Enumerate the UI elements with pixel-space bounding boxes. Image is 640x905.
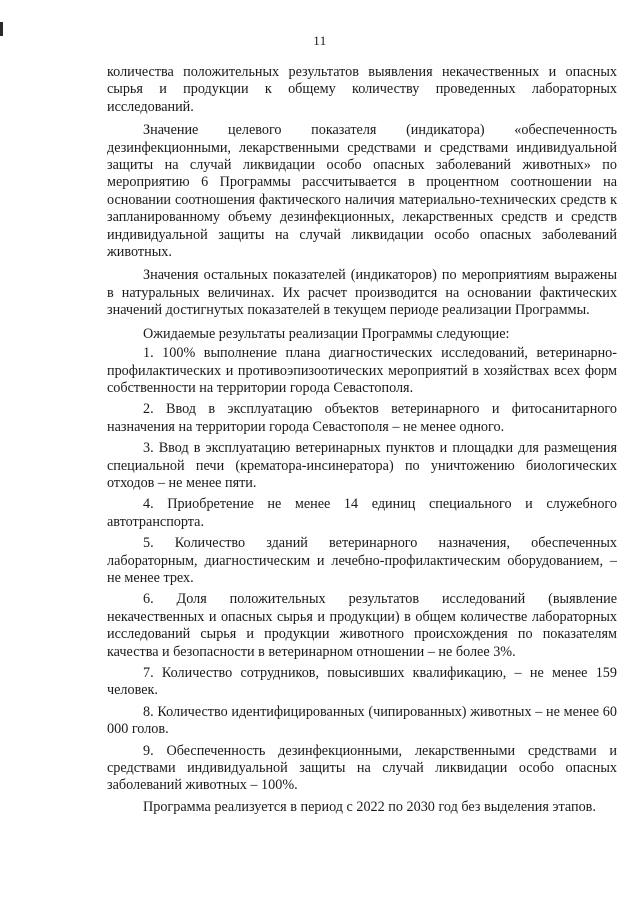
result-item-3: 3. Ввод в эксплуатацию ветеринарных пунктов и площадки для размещения специальной печи (крематора-инсинератора) по уничтожению биологических отходов – не менее пяти. — [107, 440, 617, 491]
page-number: 11 — [313, 33, 327, 48]
result-item-6: 6. Доля положительных результатов исследований (выявление некачественных и опасных сырья и продукции) в общем количестве лабораторных исследований сырья и продукции животного происхождения по показателям качества и безопасности в ветеринарном отношении – не более 3%. — [107, 591, 617, 660]
result-item-7: 7. Количество сотрудников, повысивших квалификацию, – не менее 159 человек. — [107, 665, 617, 699]
result-item-8: 8. Количество идентифицированных (чипированных) животных – не менее 60 000 голов. — [107, 703, 617, 738]
paragraph-target-indicator: Значение целевого показателя (индикатора) «обеспеченность дезинфекционными, лекарственными средствами и средствами индивидуальной защиты на случай ликвидации особо опасных заболеваний животных» по мероприятию 6 Программы рассчитывается в процентном соотношении на основании соотношения фактического наличия материально-технических средств к запланированному объему дезинфекционных, лекарственных средств и средств индивидуальной защиты на случай ликвидации особо опасных заболеваний животных. — [107, 122, 617, 261]
paragraph-expected-results: Ожидаемые результаты реализации Программы следующие: — [143, 325, 510, 342]
result-item-5: 5. Количество зданий ветеринарного назначения, обеспеченных лабораторным, диагностическим и лечебно-профилактическим оборудованием, – не менее трех. — [107, 535, 617, 586]
result-item-4: 4. Приобретение не менее 14 единиц специального и служебного автотранспорта. — [107, 496, 617, 530]
result-item-2: 2. Ввод в эксплуатацию объектов ветеринарного и фитосанитарного назначения на территории города Севастополя – не менее одного. — [107, 401, 617, 435]
result-item-1: 1. 100% выполнение плана диагностических исследований, ветеринарно-профилактических и противоэпизоотических мероприятий в хозяйствах всех форм собственности на территории города Севастополя. — [107, 345, 617, 396]
paragraph-program-period: Программа реализуется в период с 2022 по 2030 год без выделения этапов. — [143, 798, 596, 815]
result-item-9: 9. Обеспеченность дезинфекционными, лекарственными средствами и средствами индивидуальной защиты на случай ликвидации особо опасных заболеваний животных – 100%. — [107, 742, 617, 794]
paragraph-other-indicators: Значения остальных показателей (индикаторов) по мероприятиям выражены в натуральных величинах. Их расчет производится на основании фактических значений достигнутых показателей в текущем периоде реализации Программы. — [107, 267, 617, 319]
document-body — [107, 64, 617, 818]
paragraph-continuation: количества положительных результатов выявления некачественных и опасных сырья и продукции к общему количеству проведенных лабораторных исследований. — [107, 64, 617, 115]
